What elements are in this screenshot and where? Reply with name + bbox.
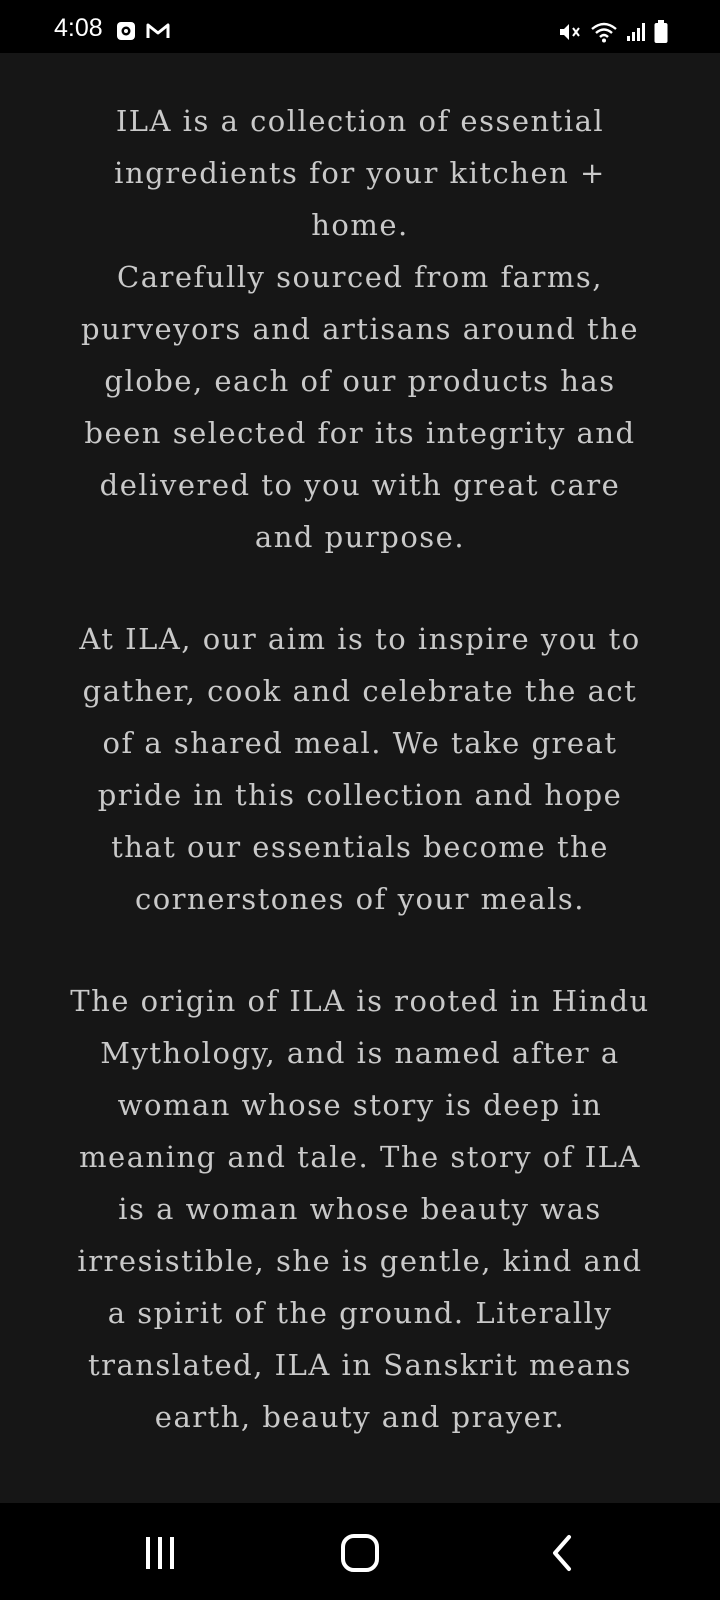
aim-paragraph: At ILA, our aim is to inspire you to gather, cook and celebrate the act of a shared meal. We take great pride in this collection and hope that our essentials become the cornerstones of your meals. <box>79 622 641 916</box>
signal-icon <box>626 22 646 46</box>
intro-paragraph: ILA is a collection of essential ingredients for your kitchen + home. <box>114 104 606 242</box>
sourcing-paragraph: Carefully sourced from farms, purveyors and artisans around the globe, each of our products has been selected for its integrity and delivered to you with great care and purpose. <box>81 260 639 554</box>
status-time: 4:08 <box>54 14 103 42</box>
mute-icon <box>558 21 582 47</box>
recent-apps-icon[interactable] <box>130 1531 190 1575</box>
gmail-icon <box>146 22 170 44</box>
navigation-bar <box>0 1503 720 1600</box>
home-icon[interactable] <box>330 1531 390 1575</box>
wifi-icon <box>590 21 618 47</box>
about-content <box>0 53 720 1503</box>
origin-paragraph: The origin of ILA is rooted in Hindu Mythology, and is named after a woman whose story is deep in meaning and tale. The story of ILA is a woman whose beauty was irresistible, she is gentle, kind and a spirit of the ground. Literally translated, ILA in Sanskrit means earth, beauty and prayer. <box>70 984 650 1434</box>
status-bar <box>0 0 720 53</box>
status-left-icons <box>116 21 170 45</box>
battery-icon <box>654 20 668 48</box>
status-right-icons <box>558 20 668 48</box>
back-icon[interactable] <box>532 1531 592 1575</box>
screen-record-icon <box>116 21 136 45</box>
